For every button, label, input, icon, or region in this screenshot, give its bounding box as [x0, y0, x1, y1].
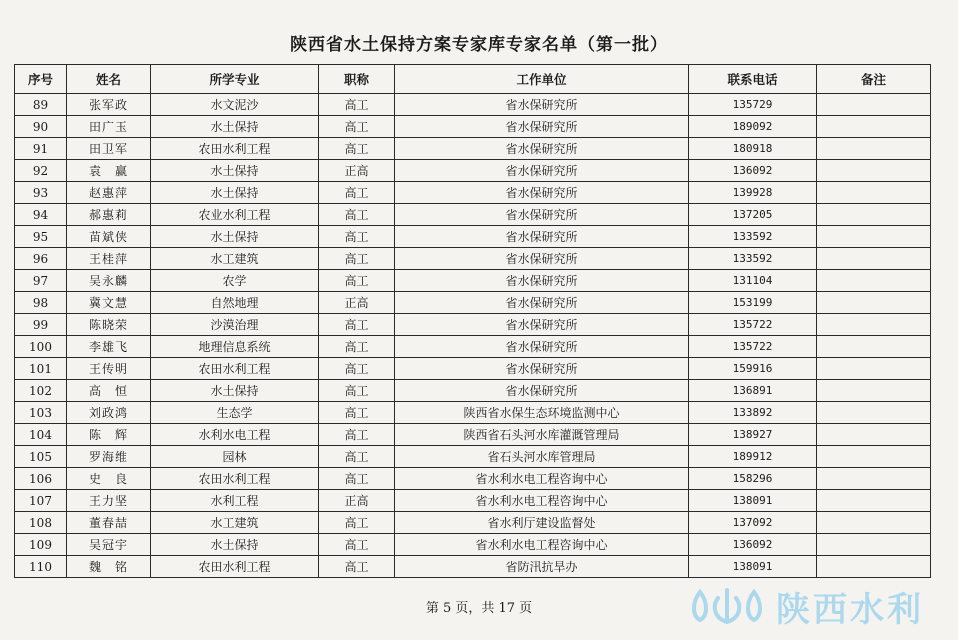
- cell-name: 陈 辉: [67, 424, 151, 446]
- cell-unit: 省防汛抗旱办: [395, 556, 689, 578]
- cell-major: 水土保持: [151, 380, 319, 402]
- cell-note: [817, 204, 931, 226]
- cell-note: [817, 336, 931, 358]
- cell-no: 108: [15, 512, 67, 534]
- cell-major: 农学: [151, 270, 319, 292]
- cell-note: [817, 270, 931, 292]
- cell-major: 农田水利工程: [151, 358, 319, 380]
- cell-unit: 省水保研究所: [395, 226, 689, 248]
- table-row: [15, 248, 931, 270]
- cell-major: 沙漠治理: [151, 314, 319, 336]
- cell-phone: 135729: [689, 94, 817, 116]
- table-row: [15, 138, 931, 160]
- cell-major: 水工建筑: [151, 248, 319, 270]
- cell-phone: 138927: [689, 424, 817, 446]
- table-row: [15, 512, 931, 534]
- cell-no: 102: [15, 380, 67, 402]
- cell-no: 109: [15, 534, 67, 556]
- cell-no: 104: [15, 424, 67, 446]
- cell-major: 水文泥沙: [151, 94, 319, 116]
- cell-title: 高工: [319, 556, 395, 578]
- cell-title: 正高: [319, 490, 395, 512]
- cell-title: 高工: [319, 248, 395, 270]
- header-title: 职称: [319, 65, 395, 94]
- cell-note: [817, 314, 931, 336]
- cell-unit: 省水利水电工程咨询中心: [395, 490, 689, 512]
- cell-unit: 省水保研究所: [395, 292, 689, 314]
- header-name: 姓名: [67, 65, 151, 94]
- cell-note: [817, 446, 931, 468]
- cell-title: 高工: [319, 424, 395, 446]
- cell-note: [817, 490, 931, 512]
- cell-title: 高工: [319, 204, 395, 226]
- cell-phone: 133892: [689, 402, 817, 424]
- cell-phone: 136092: [689, 160, 817, 182]
- cell-phone: 158296: [689, 468, 817, 490]
- cell-major: 水利工程: [151, 490, 319, 512]
- cell-title: 高工: [319, 314, 395, 336]
- cell-name: 魏 铭: [67, 556, 151, 578]
- table-row: [15, 402, 931, 424]
- cell-note: [817, 248, 931, 270]
- cell-major: 水土保持: [151, 160, 319, 182]
- table-row: [15, 490, 931, 512]
- cell-phone: 131104: [689, 270, 817, 292]
- table-row: [15, 556, 931, 578]
- cell-unit: 省水利水电工程咨询中心: [395, 534, 689, 556]
- cell-phone: 138091: [689, 490, 817, 512]
- table-row: [15, 204, 931, 226]
- cell-unit: 省水保研究所: [395, 138, 689, 160]
- cell-name: 罗海维: [67, 446, 151, 468]
- cell-no: 90: [15, 116, 67, 138]
- cell-note: [817, 292, 931, 314]
- cell-note: [817, 160, 931, 182]
- cell-title: 高工: [319, 446, 395, 468]
- cell-phone: 133592: [689, 226, 817, 248]
- cell-no: 107: [15, 490, 67, 512]
- cell-name: 王传明: [67, 358, 151, 380]
- cell-unit: 省水保研究所: [395, 116, 689, 138]
- cell-no: 91: [15, 138, 67, 160]
- cell-phone: 153199: [689, 292, 817, 314]
- cell-major: 农田水利工程: [151, 468, 319, 490]
- cell-no: 103: [15, 402, 67, 424]
- cell-note: [817, 182, 931, 204]
- cell-note: [817, 380, 931, 402]
- cell-no: 110: [15, 556, 67, 578]
- cell-name: 王力坚: [67, 490, 151, 512]
- expert-roster-table: [14, 64, 931, 578]
- cell-name: 刘政鸿: [67, 402, 151, 424]
- header-unit: 工作单位: [395, 65, 689, 94]
- cell-major: 水土保持: [151, 116, 319, 138]
- cell-name: 田卫军: [67, 138, 151, 160]
- table-row: [15, 270, 931, 292]
- cell-no: 101: [15, 358, 67, 380]
- cell-major: 生态学: [151, 402, 319, 424]
- cell-phone: 135722: [689, 336, 817, 358]
- table-row: [15, 358, 931, 380]
- table-row: [15, 336, 931, 358]
- cell-major: 农田水利工程: [151, 556, 319, 578]
- cell-note: [817, 534, 931, 556]
- cell-no: 100: [15, 336, 67, 358]
- cell-title: 高工: [319, 512, 395, 534]
- cell-no: 94: [15, 204, 67, 226]
- cell-title: 高工: [319, 468, 395, 490]
- water-drops-logo-icon: [688, 586, 766, 626]
- cell-name: 陈晓荣: [67, 314, 151, 336]
- cell-major: 自然地理: [151, 292, 319, 314]
- cell-phone: 133592: [689, 248, 817, 270]
- header-phone: 联系电话: [689, 65, 817, 94]
- cell-name: 赵惠萍: [67, 182, 151, 204]
- cell-unit: 陕西省石头河水库灌溉管理局: [395, 424, 689, 446]
- table-row: [15, 534, 931, 556]
- table-row: [15, 160, 931, 182]
- cell-no: 93: [15, 182, 67, 204]
- cell-title: 正高: [319, 292, 395, 314]
- table-row: [15, 182, 931, 204]
- cell-title: 高工: [319, 402, 395, 424]
- cell-note: [817, 402, 931, 424]
- cell-unit: 省水保研究所: [395, 248, 689, 270]
- cell-phone: 136092: [689, 534, 817, 556]
- cell-phone: 139928: [689, 182, 817, 204]
- cell-no: 105: [15, 446, 67, 468]
- cell-unit: 陕西省水保生态环境监测中心: [395, 402, 689, 424]
- cell-no: 98: [15, 292, 67, 314]
- cell-phone: 138091: [689, 556, 817, 578]
- cell-major: 农业水利工程: [151, 204, 319, 226]
- cell-note: [817, 512, 931, 534]
- cell-title: 高工: [319, 94, 395, 116]
- cell-phone: 137205: [689, 204, 817, 226]
- page-number-footer: 第 5 页，共 17 页: [425, 601, 533, 616]
- table-row: [15, 446, 931, 468]
- table-row: [15, 380, 931, 402]
- cell-no: 92: [15, 160, 67, 182]
- cell-major: 水土保持: [151, 182, 319, 204]
- cell-unit: 省水保研究所: [395, 336, 689, 358]
- cell-unit: 省水保研究所: [395, 380, 689, 402]
- table-row: [15, 94, 931, 116]
- cell-phone: 180918: [689, 138, 817, 160]
- cell-name: 张军政: [67, 94, 151, 116]
- cell-no: 97: [15, 270, 67, 292]
- cell-unit: 省石头河水库管理局: [395, 446, 689, 468]
- cell-phone: 189912: [689, 446, 817, 468]
- cell-note: [817, 424, 931, 446]
- cell-name: 冀文慧: [67, 292, 151, 314]
- cell-unit: 省水保研究所: [395, 358, 689, 380]
- cell-phone: 135722: [689, 314, 817, 336]
- cell-title: 正高: [319, 160, 395, 182]
- cell-name: 吴冠宇: [67, 534, 151, 556]
- cell-unit: 省水保研究所: [395, 160, 689, 182]
- cell-title: 高工: [319, 534, 395, 556]
- table-body: [15, 94, 931, 578]
- cell-title: 高工: [319, 380, 395, 402]
- cell-note: [817, 468, 931, 490]
- cell-name: 郝惠莉: [67, 204, 151, 226]
- cell-major: 农田水利工程: [151, 138, 319, 160]
- cell-unit: 省水保研究所: [395, 314, 689, 336]
- cell-title: 高工: [319, 116, 395, 138]
- cell-no: 99: [15, 314, 67, 336]
- cell-name: 田广玉: [67, 116, 151, 138]
- cell-major: 园林: [151, 446, 319, 468]
- cell-phone: 159916: [689, 358, 817, 380]
- cell-major: 水工建筑: [151, 512, 319, 534]
- table-row: [15, 424, 931, 446]
- cell-no: 89: [15, 94, 67, 116]
- cell-unit: 省水保研究所: [395, 94, 689, 116]
- cell-phone: 136891: [689, 380, 817, 402]
- cell-title: 高工: [319, 138, 395, 160]
- cell-note: [817, 94, 931, 116]
- cell-name: 高 恒: [67, 380, 151, 402]
- cell-note: [817, 226, 931, 248]
- cell-name: 袁 赢: [67, 160, 151, 182]
- table-row: [15, 226, 931, 248]
- cell-title: 高工: [319, 270, 395, 292]
- cell-name: 王桂萍: [67, 248, 151, 270]
- cell-title: 高工: [319, 182, 395, 204]
- table-row: [15, 116, 931, 138]
- cell-major: 水土保持: [151, 226, 319, 248]
- page-title: 陕西省水土保持方案专家库专家名单（第一批）: [290, 35, 668, 55]
- cell-no: 95: [15, 226, 67, 248]
- cell-name: 董春喆: [67, 512, 151, 534]
- cell-name: 苗斌侠: [67, 226, 151, 248]
- cell-major: 水利水电工程: [151, 424, 319, 446]
- cell-note: [817, 116, 931, 138]
- cell-name: 史 良: [67, 468, 151, 490]
- header-no: 序号: [15, 65, 67, 94]
- cell-title: 高工: [319, 336, 395, 358]
- table-row: [15, 292, 931, 314]
- cell-note: [817, 358, 931, 380]
- cell-note: [817, 138, 931, 160]
- table-row: [15, 468, 931, 490]
- cell-unit: 省水保研究所: [395, 270, 689, 292]
- cell-no: 96: [15, 248, 67, 270]
- cell-major: 地理信息系统: [151, 336, 319, 358]
- table-row: [15, 314, 931, 336]
- cell-name: 吴永麟: [67, 270, 151, 292]
- cell-phone: 189092: [689, 116, 817, 138]
- cell-name: 李雄飞: [67, 336, 151, 358]
- header-major: 所学专业: [151, 65, 319, 94]
- cell-unit: 省水利水电工程咨询中心: [395, 468, 689, 490]
- cell-unit: 省水保研究所: [395, 204, 689, 226]
- watermark-text: 陕西水利: [776, 589, 924, 630]
- cell-title: 高工: [319, 358, 395, 380]
- table-header-row: [15, 65, 931, 94]
- cell-note: [817, 556, 931, 578]
- cell-major: 水土保持: [151, 534, 319, 556]
- cell-unit: 省水保研究所: [395, 182, 689, 204]
- cell-title: 高工: [319, 226, 395, 248]
- cell-phone: 137092: [689, 512, 817, 534]
- cell-no: 106: [15, 468, 67, 490]
- watermark: [688, 582, 924, 630]
- header-note: 备注: [817, 65, 931, 94]
- cell-unit: 省水利厅建设监督处: [395, 512, 689, 534]
